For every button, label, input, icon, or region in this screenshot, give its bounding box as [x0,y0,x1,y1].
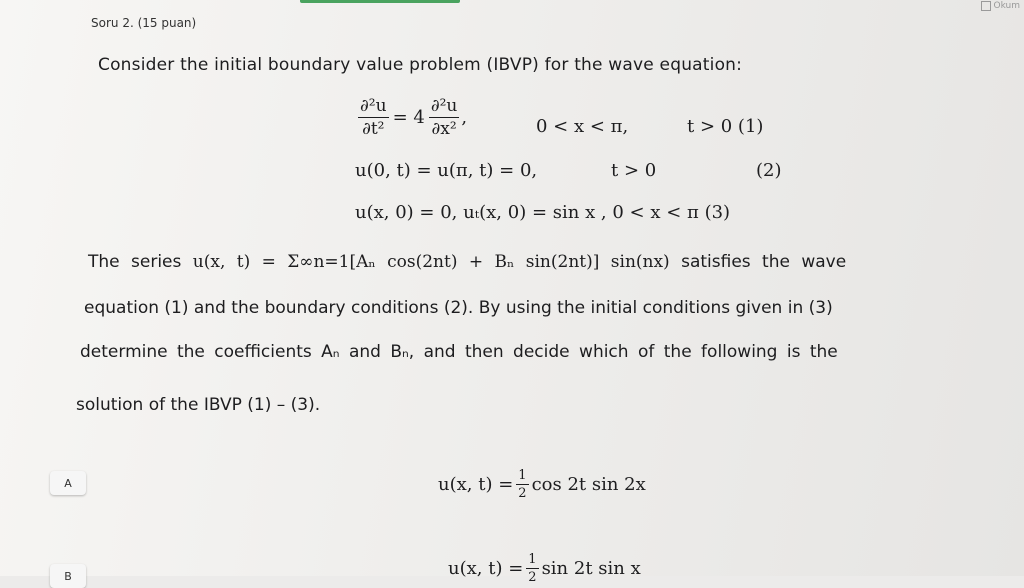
t-condition-2: t > 0 [611,160,657,181]
fraction-denominator: 2 [518,486,527,501]
progress-accent-line [300,0,460,3]
fraction-numerator: ∂²u [360,96,387,116]
fraction-denominator: ∂x² [429,117,460,139]
paragraph-line-3: determine the coefficients Aₙ and Bₙ, and then decide which of the following is the [80,342,838,362]
question-intro: Consider the initial boundary value problem (IBVP) for the wave equation: [98,55,743,75]
option-a-radio[interactable] [50,471,86,495]
paragraph-line-1 [88,252,846,272]
fraction-numerator: 1 [518,468,527,483]
fraction-d2u-dt2 [358,96,389,139]
option-b-lhs: u(x, t) = [448,558,524,579]
option-a-letter: A [64,476,72,490]
equation-2 [355,160,782,181]
comma: , [461,107,468,128]
t-condition-1: t > 0 (1) [687,116,764,137]
question-header: Soru 2. (15 puan) [91,16,197,30]
option-b-letter: B [64,569,72,583]
option-a-rhs: cos 2t sin 2x [531,474,646,495]
reader-label: Okum [993,1,1020,11]
boundary-condition: u(0, t) = u(π, t) = 0, [355,160,538,181]
equals-four: = 4 [392,107,425,128]
equation-label-2: (2) [756,160,782,181]
paragraph-line-4: solution of the IBVP (1) – (3). [76,395,321,415]
series-formula: u(x, t) = Σ∞n=1[Aₙ cos(2nt) + Bₙ sin(2nt)] sin(nx) [192,252,670,272]
fraction-d2u-dx2 [429,96,460,139]
option-b-radio[interactable] [50,564,86,588]
equation-1 [356,96,764,139]
fraction-numerator: 1 [528,552,537,567]
option-b-text[interactable] [448,552,641,585]
equation-3: u(x, 0) = 0, uₜ(x, 0) = sin x , 0 < x < π (3) [355,202,731,223]
reader-icon [981,1,991,11]
paragraph-line-2: equation (1) and the boundary conditions (2). By using the initial conditions given in (3) [84,298,833,318]
reader-mode-button[interactable] [981,0,1021,12]
top-bar [0,0,1024,10]
fraction-denominator: 2 [528,570,537,585]
series-intro: The series [88,252,182,272]
option-a-text[interactable] [438,468,646,501]
series-outro: satisfies the wave [681,252,847,272]
fraction-numerator: ∂²u [430,96,458,116]
option-b-fraction [526,552,538,585]
option-a-fraction [516,468,528,501]
option-a-lhs: u(x, t) = [438,474,514,495]
option-b-rhs: sin 2t sin x [541,558,641,579]
fraction-denominator: ∂t² [358,117,389,139]
x-range: 0 < x < π, [536,116,629,137]
